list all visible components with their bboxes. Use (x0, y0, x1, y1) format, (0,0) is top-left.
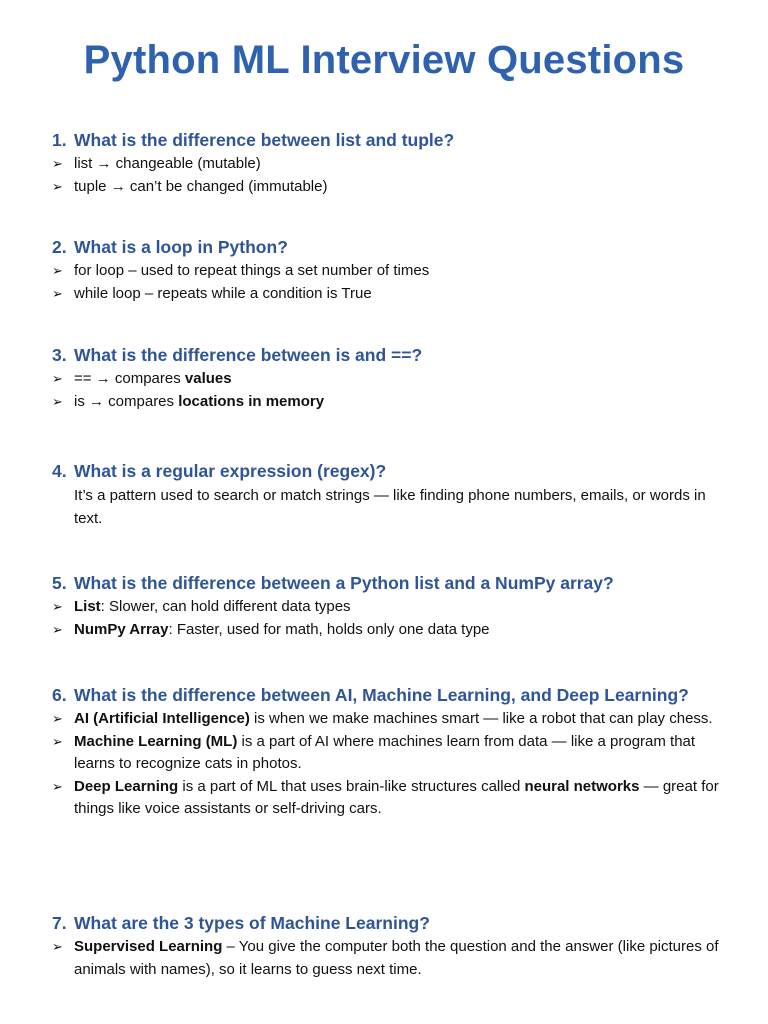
question-text: What is the difference between list and tuple? (74, 130, 455, 150)
question-number: 1. (52, 130, 67, 150)
list-item: ➢ == → compares values (52, 368, 732, 391)
answer-list (52, 260, 732, 305)
question-heading (52, 910, 732, 936)
question-heading (52, 570, 732, 596)
question-text: What are the 3 types of Machine Learning? (74, 913, 430, 933)
question-4 (52, 458, 732, 530)
list-item: ➢ Machine Learning (ML) is a part of AI where machines learn from data — like a program that learns to recognize cats in photos. (52, 732, 696, 772)
arrow-bullet-icon: ➢ (52, 156, 63, 171)
arrow-bullet-icon: ➢ (52, 178, 63, 194)
question-5 (52, 570, 732, 641)
question-text: What is a loop in Python? (74, 237, 288, 257)
arrow-bullet-icon: ➢ (52, 939, 63, 954)
list-item: ➢ Supervised Learning – You give the computer both the question and the answer (like pictures of animals with names), so it learns to guess next time. (52, 938, 719, 978)
arrow-bullet-icon: ➢ (52, 263, 63, 278)
answer-list (52, 596, 732, 641)
arrow-bullet-icon: ➢ (52, 285, 63, 301)
question-heading (52, 458, 732, 484)
question-3 (52, 342, 732, 413)
list-item: ➢ tuple → can’t be changed (immutable) (52, 176, 732, 199)
list-item: ➢ while loop – repeats while a condition is True (52, 283, 732, 306)
list-item: ➢ List: Slower, can hold different data types (52, 596, 732, 619)
question-7 (52, 910, 732, 981)
answer-list (52, 708, 732, 821)
question-heading (52, 682, 732, 708)
arrow-bullet-icon: ➢ (52, 733, 63, 749)
question-number: 3. (52, 345, 67, 365)
question-2 (52, 234, 732, 305)
list-item: ➢ for loop – used to repeat things a set number of times (52, 260, 732, 283)
question-number: 6. (52, 685, 67, 705)
question-text: What is the difference between AI, Machine Learning, and Deep Learning? (74, 685, 689, 705)
question-1 (52, 127, 732, 198)
answer-list (52, 368, 732, 413)
arrow-bullet-icon: ➢ (52, 371, 63, 386)
question-6 (52, 682, 732, 821)
question-text: What is the difference between is and ==? (74, 345, 423, 365)
list-item: ➢ AI (Artificial Intelligence) is when we make machines smart — like a robot that can play chess. (52, 708, 732, 731)
list-item: ➢ Deep Learning is a part of ML that uses brain-like structures called neural networks — great for things like voice assistants or self-driving cars. (52, 777, 719, 817)
question-number: 5. (52, 573, 67, 593)
question-heading (52, 127, 732, 153)
answer-list (52, 153, 732, 198)
arrow-bullet-icon: ➢ (52, 711, 63, 726)
question-number: 2. (52, 237, 67, 257)
question-number: 4. (52, 461, 67, 481)
list-item: ➢ is → compares locations in memory (52, 391, 732, 414)
list-item: ➢ NumPy Array: Faster, used for math, holds only one data type (52, 619, 732, 642)
question-text: What is a regular expression (regex)? (74, 461, 387, 481)
answer-paragraph: It’s a pattern used to search or match strings — like finding phone numbers, emails, or words in text. (74, 487, 706, 527)
question-heading (52, 234, 732, 260)
arrow-bullet-icon: ➢ (52, 621, 63, 637)
answer-list (52, 936, 732, 981)
question-heading (52, 342, 732, 368)
question-text: What is the difference between a Python list and a NumPy array? (74, 573, 614, 593)
page-title: Python ML Interview Questions (83, 38, 685, 82)
arrow-bullet-icon: ➢ (52, 778, 63, 794)
arrow-bullet-icon: ➢ (52, 393, 63, 409)
list-item: ➢ list → changeable (mutable) (52, 153, 732, 176)
question-number: 7. (52, 913, 67, 933)
arrow-bullet-icon: ➢ (52, 599, 63, 614)
